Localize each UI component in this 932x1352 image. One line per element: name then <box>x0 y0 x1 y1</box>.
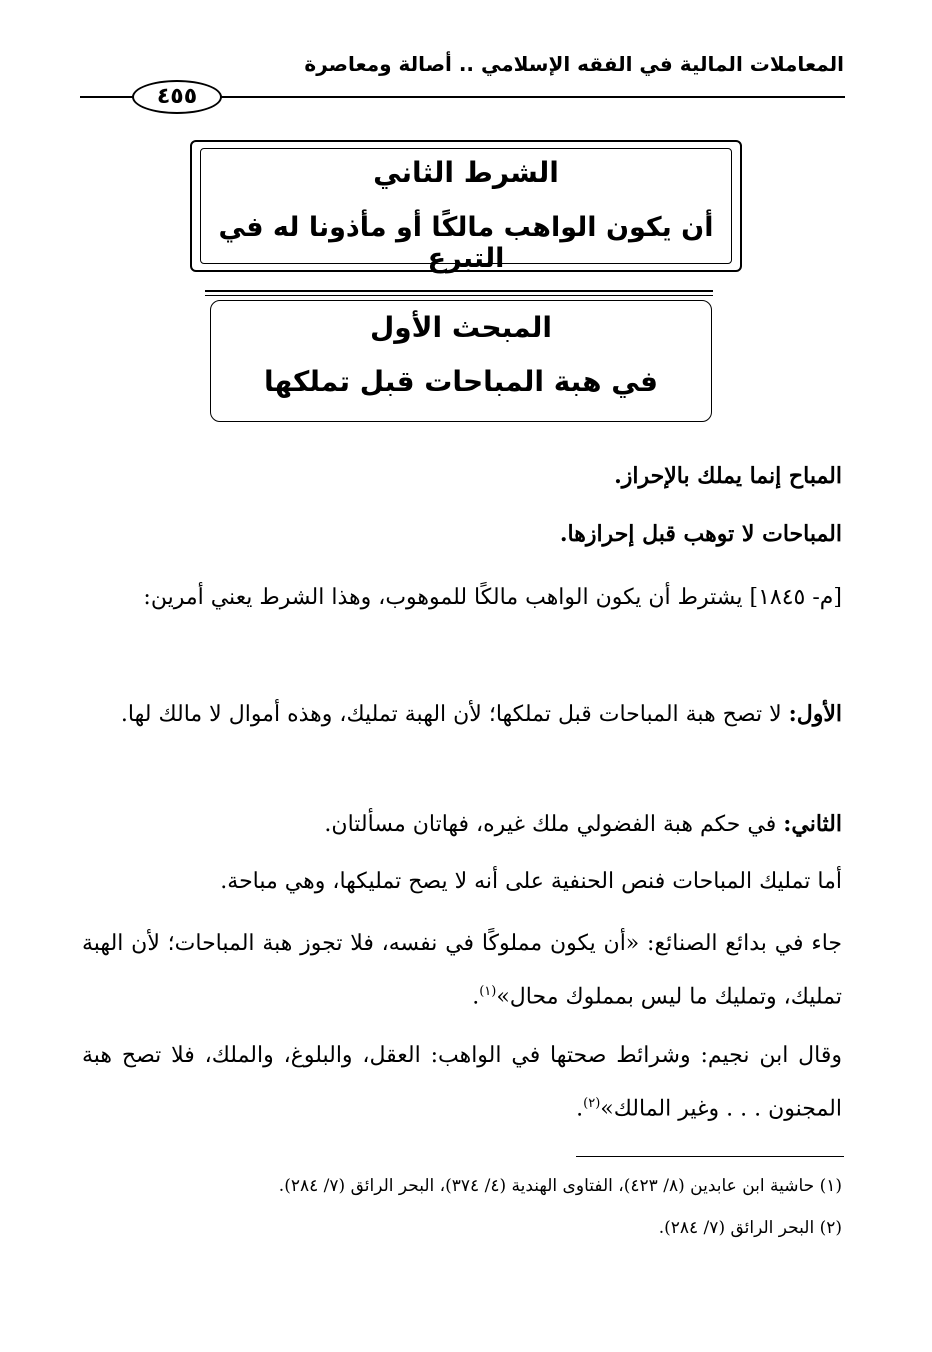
ibn-nujaym-text: وقال ابن نجيم: وشرائط صحتها في الواهب: العقل، والبلوغ، والملك، فلا تصح هبة المجنون . . . وغير المالك» <box>82 1043 842 1122</box>
paragraph-intro: [م- ١٨٤٥] يشترط أن يكون الواهب مالكًا للموهوب، وهذا الشرط يعني أمرين: <box>143 585 842 610</box>
paragraph-first-lead: الأول: <box>788 701 842 727</box>
section-separator-bottom <box>205 295 713 296</box>
section-title-box <box>210 300 712 422</box>
footnote-2: (٢) البحر الرائق (٧/ ٢٨٤). <box>658 1218 842 1238</box>
rule-statement-1: المباح إنما يملك بالإحراز. <box>614 463 842 489</box>
paragraph-second <box>82 800 842 849</box>
footnote-separator <box>576 1156 844 1157</box>
section-separator-top <box>205 290 713 292</box>
badai-quote-end: . <box>472 984 480 1010</box>
paragraph-hanafi: أما تمليك المباحات فنص الحنفية على أنه لا يصح تمليكها، وهي مباحة. <box>220 869 842 894</box>
paragraph-second-text: في حكم هبة الفضولي ملك غيره، فهاتان مسألتان. <box>324 812 777 837</box>
section-title: المبحث الأول <box>369 311 553 344</box>
condition-subtitle: أن يكون الواهب مالكًا أو مأذونا له في التبرع <box>218 212 714 274</box>
condition-title-box <box>190 140 742 272</box>
section-subtitle: في هبة المباحات قبل تملكها <box>264 365 658 398</box>
paragraph-first <box>82 690 842 739</box>
paragraph-first-text: لا تصح هبة المباحات قبل تملكها؛ لأن الهبة تمليك، وهذه أموال لا مالك لها. <box>120 702 782 727</box>
badai-quote-text: جاء في بدائع الصنائع: «أن يكون مملوكًا في نفسه، فلا تجوز هبة المباحات؛ لأن الهبة تمليك، وتمليك ما ليس بمملوك محال» <box>82 931 842 1010</box>
rule-statement-2: المباحات لا توهب قبل إحرازها. <box>559 521 842 547</box>
footnote-ref-1: (١) <box>479 984 497 999</box>
footnote-ref-2: (٢) <box>583 1096 601 1111</box>
paragraph-ibn-nujaym <box>82 1032 842 1133</box>
page-number: ٤٥٥ <box>132 80 222 114</box>
footnote-1: (١) حاشية ابن عابدين (٨/ ٤٢٣)، الفتاوى الهندية (٤/ ٣٧٤)، البحر الرائق (٧/ ٢٨٤). <box>278 1176 842 1196</box>
running-header: المعاملات المالية في الفقه الإسلامي .. أصالة ومعاصرة <box>304 52 844 76</box>
condition-title: الشرط الثاني <box>373 156 559 189</box>
paragraph-badai-quote <box>82 920 842 1021</box>
ibn-nujaym-end: . <box>576 1096 584 1122</box>
paragraph-second-lead: الثاني: <box>783 811 842 837</box>
